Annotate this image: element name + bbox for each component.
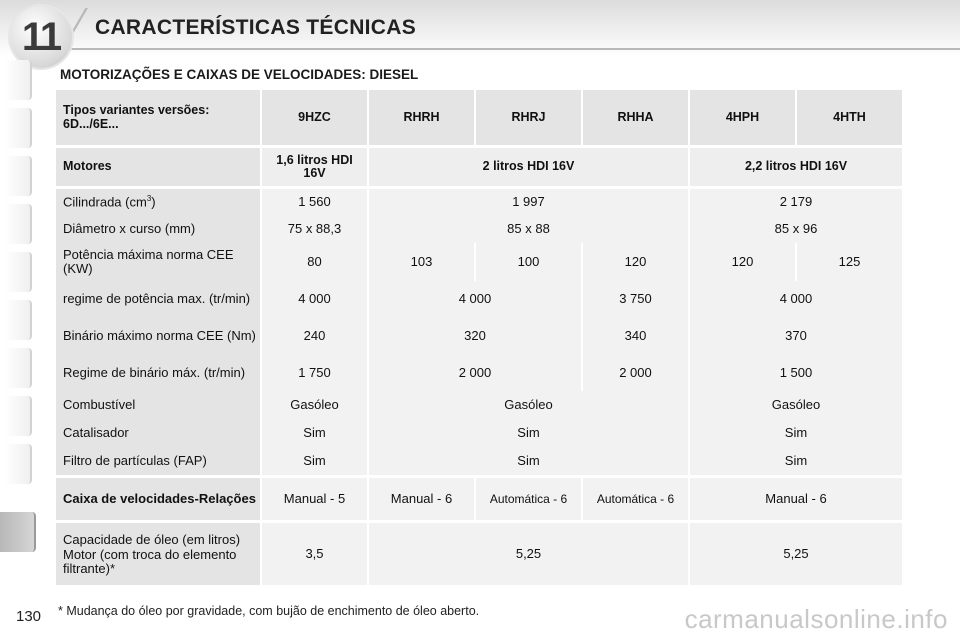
- value-cell: Sim: [262, 419, 369, 447]
- table-row-engines: [56, 148, 904, 186]
- value-cell: 100: [476, 243, 583, 281]
- row-label-filtro: Filtro de partículas (FAP): [56, 447, 262, 475]
- page-number: 130: [16, 608, 42, 625]
- value-cell: 120: [583, 243, 690, 281]
- value-cell: 3 750: [583, 281, 690, 317]
- value-cell: Gasóleo: [690, 391, 904, 419]
- oil-capacity-sublabel: Motor (com troca do elemento filtrante)*: [63, 547, 237, 576]
- value-cell: Gasóleo: [369, 391, 690, 419]
- chapter-tab[interactable]: [4, 60, 32, 100]
- value-cell: 2 179: [690, 189, 904, 215]
- cilindrada-label-close: ): [151, 194, 156, 210]
- value-cell: Automática - 6: [583, 478, 690, 520]
- row-label-binario: Binário máximo norma CEE (Nm): [56, 317, 262, 355]
- value-cell: Sim: [369, 419, 690, 447]
- value-cell: 370: [690, 317, 904, 355]
- row-label-catalisador: Catalisador: [56, 419, 262, 447]
- versions-label: Tipos variantes versões: 6D.../6E...: [56, 90, 262, 145]
- chapter-tab-strip: [0, 60, 30, 575]
- value-cell: 1 750: [262, 355, 369, 391]
- row-label-regime-potencia: regime de potência max. (tr/min): [56, 281, 262, 317]
- chapter-tab[interactable]: [4, 108, 32, 148]
- table-row: [56, 391, 904, 419]
- value-cell: Sim: [690, 419, 904, 447]
- version-cell: 9HZC: [262, 90, 369, 145]
- value-cell: 5,25: [369, 523, 690, 585]
- cilindrada-label-text: Cilindrada (cm: [63, 194, 147, 210]
- row-label-diametro: Diâmetro x curso (mm): [56, 215, 262, 243]
- version-cell: 4HPH: [690, 90, 797, 145]
- value-cell: 2 000: [583, 355, 690, 391]
- value-cell: 103: [369, 243, 476, 281]
- row-label-caixa: Caixa de velocidades-Relações: [56, 478, 262, 520]
- value-cell: 5,25: [690, 523, 904, 585]
- specs-table: [56, 90, 904, 585]
- chapter-tab[interactable]: [4, 444, 32, 484]
- version-cell: RHRJ: [476, 90, 583, 145]
- table-row-gearbox: [56, 478, 904, 520]
- chapter-badge: 11: [10, 6, 72, 68]
- row-label-potencia: Potência máxima norma CEE (KW): [56, 243, 262, 281]
- version-cell: 4HTH: [797, 90, 904, 145]
- value-cell: Gasóleo: [262, 391, 369, 419]
- value-cell: 85 x 88: [369, 215, 690, 243]
- section-title: MOTORIZAÇÕES E CAIXAS DE VELOCIDADES: DIESEL: [60, 67, 419, 82]
- header-divider: [60, 48, 960, 50]
- cilindrada-superscript: 3: [146, 194, 152, 204]
- value-cell: 240: [262, 317, 369, 355]
- value-cell: 2 000: [369, 355, 583, 391]
- row-label-combustivel: Combustível: [56, 391, 262, 419]
- value-cell: 80: [262, 243, 369, 281]
- value-cell: Sim: [690, 447, 904, 475]
- value-cell: 320: [369, 317, 583, 355]
- value-cell: Manual - 5: [262, 478, 369, 520]
- engines-label: Motores: [56, 148, 262, 186]
- value-cell: 1 560: [262, 189, 369, 215]
- page-title: CARACTERÍSTICAS TÉCNICAS: [95, 16, 417, 39]
- chapter-tab[interactable]: [4, 252, 32, 292]
- version-cell: RHHA: [583, 90, 690, 145]
- footnote: * Mudança do óleo por gravidade, com bujão de enchimento de óleo aberto.: [58, 604, 480, 618]
- oil-capacity-label: Capacidade de óleo (em litros): [63, 531, 241, 547]
- row-label-regime-binario: Regime de binário máx. (tr/min): [56, 355, 262, 391]
- table-row: [56, 355, 904, 391]
- value-cell: Sim: [262, 447, 369, 475]
- value-cell: Automática - 6: [476, 478, 583, 520]
- value-cell: 4 000: [369, 281, 583, 317]
- chapter-tab[interactable]: [4, 300, 32, 340]
- value-cell: 1 997: [369, 189, 690, 215]
- value-cell: 125: [797, 243, 904, 281]
- value-cell: 3,5: [262, 523, 369, 585]
- value-cell: Sim: [369, 447, 690, 475]
- value-cell: 4 000: [690, 281, 904, 317]
- table-row: [56, 243, 904, 281]
- chapter-tab[interactable]: [4, 204, 32, 244]
- row-label-oleo: [56, 523, 262, 585]
- value-cell: 4 000: [262, 281, 369, 317]
- row-label-cilindrada: [56, 189, 262, 215]
- version-cell: RHRH: [369, 90, 476, 145]
- table-row: [56, 317, 904, 355]
- chapter-tab[interactable]: [4, 348, 32, 388]
- engine-cell: 1,6 litros HDI 16V: [262, 148, 369, 186]
- value-cell: 1 500: [690, 355, 904, 391]
- value-cell: 75 x 88,3: [262, 215, 369, 243]
- table-row: [56, 215, 904, 243]
- value-cell: 85 x 96: [690, 215, 904, 243]
- table-row: [56, 419, 904, 447]
- table-row: [56, 281, 904, 317]
- table-row-oil: [56, 523, 904, 585]
- table-row-versions: [56, 90, 904, 145]
- chapter-tab[interactable]: [4, 156, 32, 196]
- value-cell: Manual - 6: [369, 478, 476, 520]
- value-cell: 340: [583, 317, 690, 355]
- table-row: [56, 447, 904, 475]
- value-cell: Manual - 6: [690, 478, 904, 520]
- watermark: carmanualsonline.info: [684, 604, 948, 634]
- table-row: [56, 189, 904, 215]
- engine-cell: 2,2 litros HDI 16V: [690, 148, 904, 186]
- chapter-tab[interactable]: [4, 396, 32, 436]
- value-cell: 120: [690, 243, 797, 281]
- chapter-tab-active[interactable]: [0, 512, 36, 552]
- engine-cell: 2 litros HDI 16V: [369, 148, 690, 186]
